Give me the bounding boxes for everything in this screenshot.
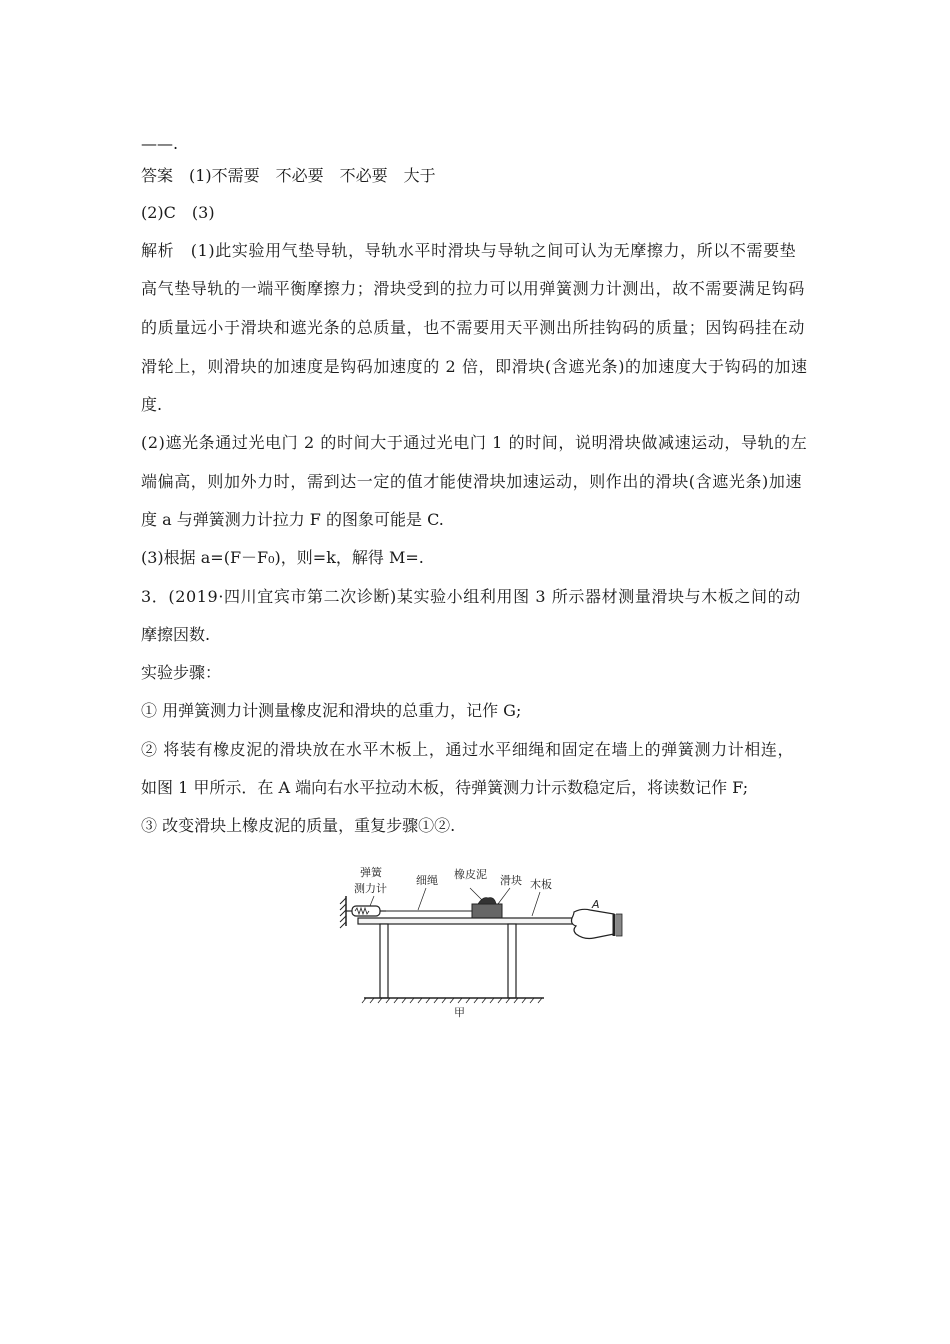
label-string: 细绳	[416, 874, 438, 887]
analysis-line-5: 度.	[141, 395, 163, 414]
hand-icon	[572, 909, 623, 938]
label-point-a: A	[592, 898, 600, 911]
analysis-line-9: (3)根据 a=(F－F₀)，则=k，解得 M=.	[141, 548, 424, 567]
analysis-line-7: 端偏高，则加外力时，需到达一定的值才能使滑块加速运动，则作出的滑块(含遮光条)加速	[141, 472, 803, 491]
label-board: 木板	[530, 878, 552, 891]
table-icon	[362, 924, 544, 1003]
analysis-line-6: (2)遮光条通过光电门 2 的时间大于通过光电门 1 的时间，说明滑块做减速运动，导轨的左	[141, 433, 808, 452]
figure-caption: 甲	[454, 1006, 465, 1019]
question-3-line-1: 3．(2019·四川宜宾市第二次诊断)某实验小组利用图 3 所示器材测量滑块与木板之间的动	[141, 587, 801, 606]
label-spring-scale-2: 测力计	[354, 882, 387, 895]
question-3-line-2: 摩擦因数.	[141, 625, 211, 644]
spring-scale-icon	[346, 906, 386, 916]
board	[358, 918, 580, 924]
step-3: ③ 改变滑块上橡皮泥的质量，重复步骤①②.	[141, 816, 456, 835]
analysis-line-3: 的质量远小于滑块和遮光条的总质量，也不需要用天平测出所挂钩码的质量；因钩码挂在动	[141, 318, 806, 337]
wall-icon	[340, 896, 346, 928]
step-2: ② 将装有橡皮泥的滑块放在水平木板上，通过水平细绳和固定在墙上的弹簧测力计相连，	[141, 740, 795, 759]
analysis-line-8: 度 a 与弹簧测力计拉力 F 的图象可能是 C.	[141, 510, 444, 529]
step-1: ① 用弹簧测力计测量橡皮泥和滑块的总重力，记作 G;	[141, 701, 522, 720]
answer-line-1: 答案 (1)不需要 不必要 不必要 大于	[141, 166, 436, 185]
answer-blank: ——.	[141, 134, 179, 153]
answer-line-2: (2)C (3)	[141, 203, 215, 222]
analysis-line-4: 滑轮上，则滑块的加速度是钩码加速度的 2 倍，即滑块(含遮光条)的加速度大于钩码的加速	[141, 357, 808, 376]
label-putty: 橡皮泥	[454, 868, 487, 881]
steps-heading: 实验步骤：	[141, 663, 222, 682]
label-spring-scale-1: 弹簧	[360, 866, 382, 879]
experiment-figure	[330, 862, 630, 1022]
analysis-line-1: 解析 (1)此实验用气垫导轨，导轨水平时滑块与导轨之间可认为无摩擦力，所以不需要垫	[141, 241, 797, 260]
analysis-line-2: 高气垫导轨的一端平衡摩擦力；滑块受到的拉力可以用弹簧测力计测出，故不需要满足钩码	[141, 279, 806, 298]
step-2-cont: 如图 1 甲所示．在 A 端向右水平拉动木板，待弹簧测力计示数稳定后，将读数记作 F;	[141, 778, 749, 797]
block-icon	[472, 898, 502, 918]
label-block: 滑块	[500, 874, 522, 887]
